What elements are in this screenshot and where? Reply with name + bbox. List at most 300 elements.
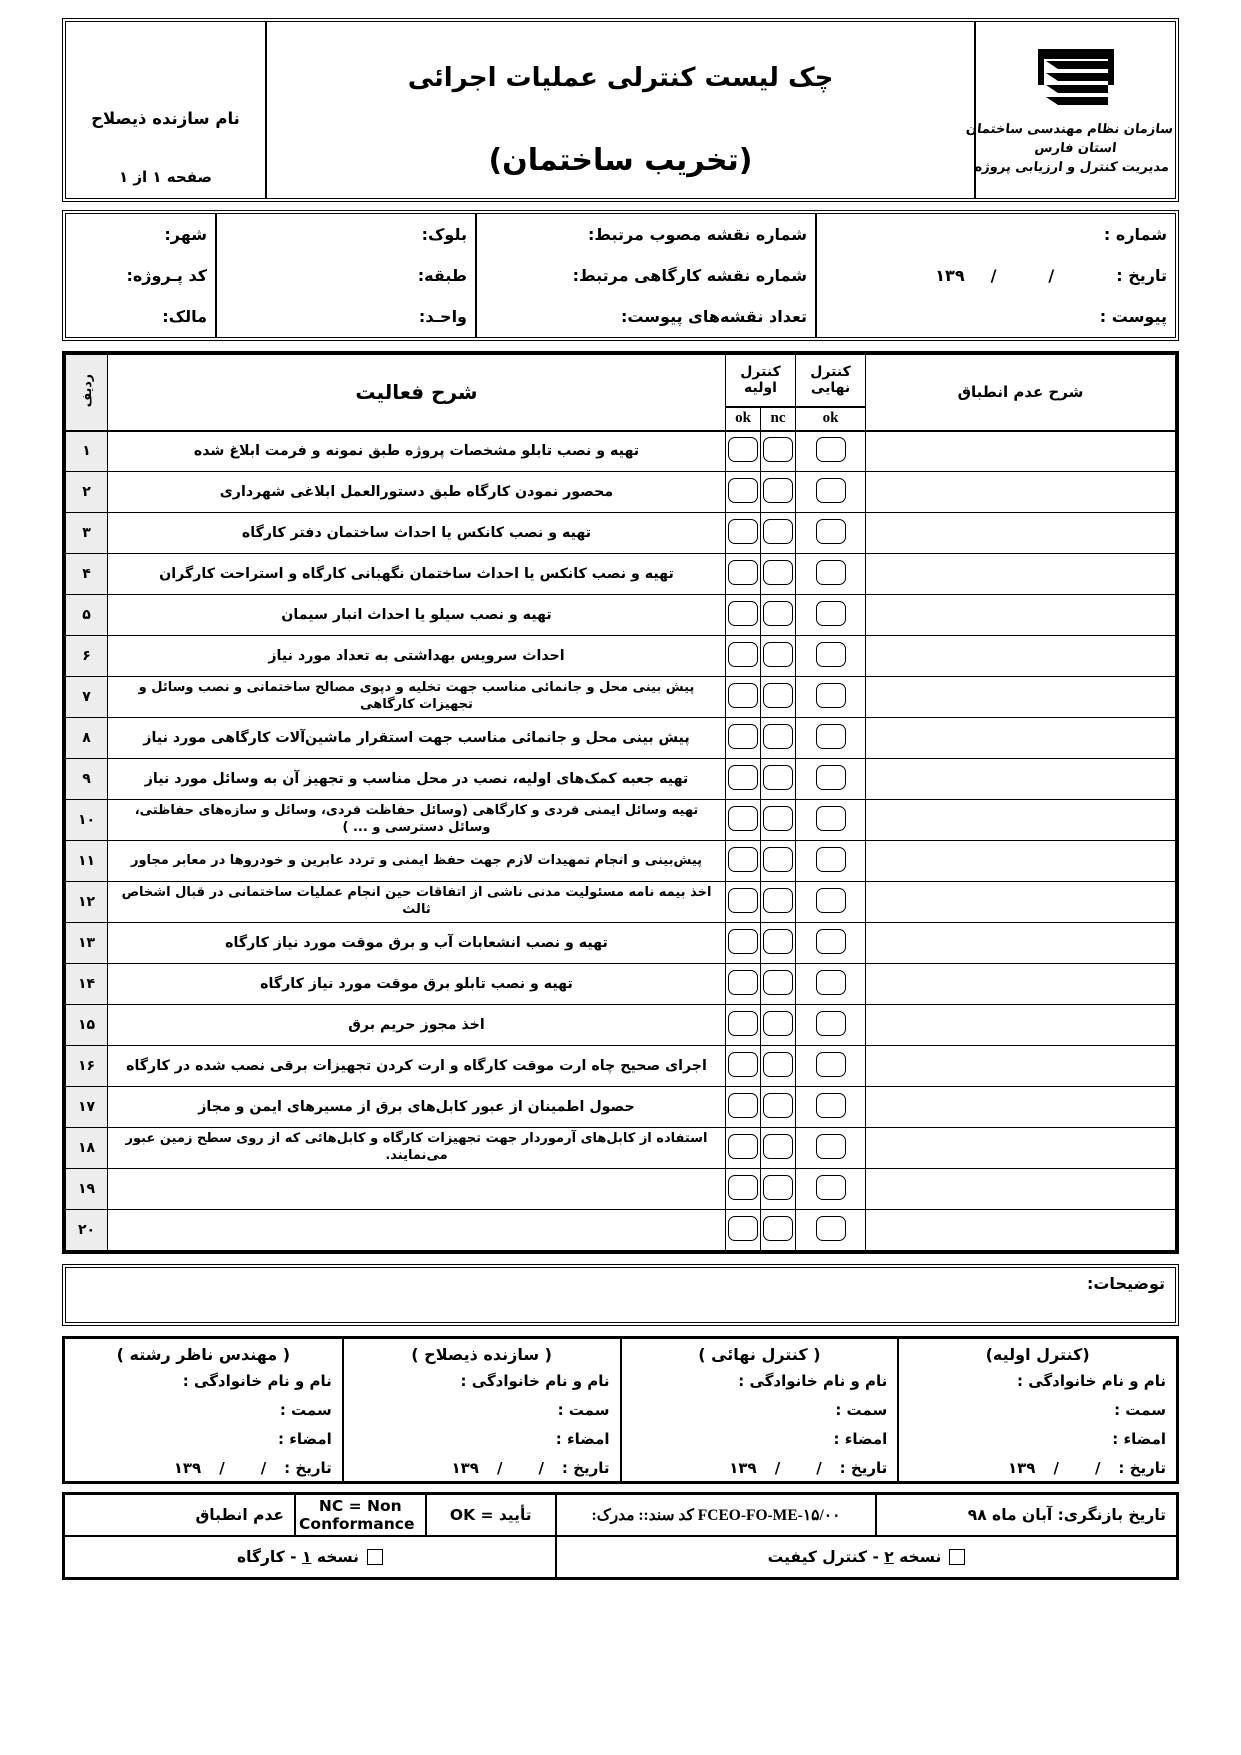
- checkbox-initial-nc[interactable]: [763, 929, 793, 954]
- document-code: [556, 1495, 876, 1536]
- nonconformance-cell[interactable]: [866, 1087, 1176, 1128]
- column-header-activity: شرح فعالیت: [108, 355, 726, 431]
- checkbox-initial-ok[interactable]: [728, 929, 758, 954]
- copy-workshop-label: نسخه ۱ - کارگاه: [237, 1548, 359, 1566]
- checkbox-cell-initial-ok[interactable]: [726, 1210, 761, 1251]
- checkbox-cell-initial-ok[interactable]: [726, 1005, 761, 1046]
- checkbox-cell-final-ok[interactable]: [796, 800, 866, 841]
- checkbox-final-ok[interactable]: [816, 1093, 846, 1118]
- nonconformance-cell[interactable]: [866, 1210, 1176, 1251]
- checkbox-cell-final-ok[interactable]: [796, 1087, 866, 1128]
- checkbox-cell-initial-nc[interactable]: [761, 964, 796, 1005]
- checkbox-final-ok[interactable]: [816, 1011, 846, 1036]
- activity-description: استفاده از کابل‌های آرموردار جهت تجهیزات کارگاه و کابل‌هائی که از روی سطح زمین عبور می‌نمایند.: [108, 1128, 726, 1169]
- checkbox-final-ok[interactable]: [816, 1134, 846, 1159]
- signature-sign-field[interactable]: امضاء :: [833, 1430, 888, 1448]
- row-number: ۱۳: [66, 923, 108, 964]
- nonconformance-cell[interactable]: [866, 1005, 1176, 1046]
- row-number: ۷: [66, 677, 108, 718]
- checkbox-initial-ok[interactable]: [728, 806, 758, 831]
- field-shop-map[interactable]: شماره نقشه کارگاهی مرتبط:: [476, 255, 816, 296]
- signature-date-label: تاریخ :: [1118, 1459, 1166, 1477]
- activity-description: تهیه و نصب انشعابات آب و برق موقت مورد نیاز کارگاه: [108, 923, 726, 964]
- table-row: [66, 759, 1176, 800]
- checklist-rows: [66, 431, 1176, 1251]
- checkbox-final-ok[interactable]: [816, 765, 846, 790]
- signature-date-slash-2: /: [774, 1459, 781, 1477]
- table-row: [66, 1169, 1176, 1210]
- checkbox-initial-nc[interactable]: [763, 1134, 793, 1159]
- checkbox-cell-final-ok[interactable]: [796, 759, 866, 800]
- field-floor[interactable]: طبقه:: [216, 255, 476, 296]
- nonconformance-cell[interactable]: [866, 759, 1176, 800]
- nonconformance-cell[interactable]: [866, 472, 1176, 513]
- checkbox-initial-nc[interactable]: [763, 847, 793, 872]
- maker-name-cell: [66, 22, 266, 198]
- checkbox-cell-initial-ok[interactable]: [726, 513, 761, 554]
- table-row: [66, 923, 1176, 964]
- activity-description: تهیه جعبه کمک‌های اولیه، نصب در محل مناسب و تجهیز آن به وسائل مورد نیاز: [108, 759, 726, 800]
- row-number: ۱۷: [66, 1087, 108, 1128]
- checkbox-initial-ok[interactable]: [728, 724, 758, 749]
- notes-section[interactable]: [62, 1264, 1179, 1326]
- checkbox-cell-initial-ok[interactable]: [726, 595, 761, 636]
- checkbox-initial-ok[interactable]: [728, 519, 758, 544]
- checkbox-initial-nc[interactable]: [763, 601, 793, 626]
- signature-date-slash-1: /: [1094, 1459, 1101, 1477]
- field-city[interactable]: شهر:: [164, 225, 207, 244]
- checkbox-cell-initial-nc[interactable]: [761, 841, 796, 882]
- checkbox-initial-ok[interactable]: [728, 1175, 758, 1200]
- field-owner[interactable]: مالک:: [162, 307, 207, 326]
- checkbox-initial-nc[interactable]: [763, 1175, 793, 1200]
- row-number: ۱۲: [66, 882, 108, 923]
- signature-row: [65, 1339, 1176, 1481]
- signature-role-field[interactable]: سمت :: [279, 1401, 332, 1419]
- table-row: [66, 513, 1176, 554]
- checkbox-cell-final-ok[interactable]: [796, 677, 866, 718]
- checkbox-cell-initial-ok[interactable]: [726, 800, 761, 841]
- activity-description: تهیه و نصب کانکس یا احداث ساختمان نگهبانی کارگاه و استراحت کارگران: [108, 554, 726, 595]
- signature-date-year: ۱۳۹: [451, 1459, 479, 1477]
- activity-description: احداث سرویس بهداشتی به تعداد مورد نیاز: [108, 636, 726, 677]
- nonconformance-cell[interactable]: [866, 1046, 1176, 1087]
- signature-name-field[interactable]: نام و نام خانوادگی :: [1017, 1372, 1166, 1390]
- table-row: [66, 1005, 1176, 1046]
- checkbox-cell-final-ok[interactable]: [796, 882, 866, 923]
- field-unit[interactable]: واحـد:: [216, 296, 476, 337]
- subcolumn-final-ok: ok: [796, 407, 866, 431]
- row-number: ۱: [66, 431, 108, 472]
- field-number[interactable]: شماره :: [816, 214, 1175, 255]
- activity-description: پیش بینی محل و جانمائی مناسب جهت استقرار ماشین‌آلات کارگاهی مورد نیاز: [108, 718, 726, 759]
- document-code-value: FCEO-FO-ME-۱۵/۰۰: [697, 1506, 841, 1524]
- nonconformance-cell[interactable]: [866, 595, 1176, 636]
- checkbox-cell-final-ok[interactable]: [796, 1128, 866, 1169]
- checkbox-initial-ok[interactable]: [728, 437, 758, 462]
- checkbox-cell-initial-nc[interactable]: [761, 800, 796, 841]
- checkbox-cell-initial-nc[interactable]: [761, 718, 796, 759]
- checkbox-cell-initial-ok[interactable]: [726, 1169, 761, 1210]
- checkbox-cell-initial-ok[interactable]: [726, 1046, 761, 1087]
- nonconformance-cell[interactable]: [866, 513, 1176, 554]
- checklist-table: [62, 351, 1179, 1254]
- column-header-row-number: [66, 355, 108, 431]
- nonconformance-cell[interactable]: [866, 800, 1176, 841]
- logo-line-3: مدیریت کنترل و ارزیابی پروژه: [973, 159, 1170, 175]
- checkbox-initial-ok[interactable]: [728, 888, 758, 913]
- checkbox-cell-final-ok[interactable]: [796, 1046, 866, 1087]
- maker-name-label: نام سازنده ذیصلاح: [91, 108, 240, 128]
- checkbox-cell-final-ok[interactable]: [796, 718, 866, 759]
- table-row: [66, 431, 1176, 472]
- field-date[interactable]: [816, 255, 1175, 296]
- checkbox-initial-ok[interactable]: [728, 1093, 758, 1118]
- logo-line-2: استان فارس: [1033, 140, 1118, 156]
- legend-row: [65, 1495, 1176, 1536]
- subcolumn-initial-ok: ok: [726, 407, 761, 431]
- checkbox-cell-initial-nc[interactable]: [761, 595, 796, 636]
- table-row: [66, 1128, 1176, 1169]
- checkbox-initial-nc[interactable]: [763, 765, 793, 790]
- copy-row: [65, 1536, 1176, 1577]
- date-label: تاریخ :: [1116, 266, 1167, 285]
- copy-quality-control-label: نسخه ۲ - کنترل کیفیت: [767, 1548, 942, 1566]
- table-row: [66, 841, 1176, 882]
- checkbox-cell-initial-nc[interactable]: [761, 472, 796, 513]
- signature-title: (کنترل اولیه): [985, 1345, 1090, 1364]
- checkbox-cell-initial-ok[interactable]: [726, 841, 761, 882]
- field-block[interactable]: بلوک:: [216, 214, 476, 255]
- signature-column-1: [621, 1339, 899, 1481]
- signature-date-slash-2: /: [1053, 1459, 1059, 1477]
- checkbox-cell-initial-ok[interactable]: [726, 472, 761, 513]
- signature-date-label: تاریخ :: [561, 1459, 610, 1477]
- checkbox-cell-final-ok[interactable]: [796, 923, 866, 964]
- activity-description: [108, 1169, 726, 1210]
- checkbox-initial-nc[interactable]: [763, 642, 793, 667]
- checkbox-final-ok[interactable]: [816, 478, 846, 503]
- checkbox-final-ok[interactable]: [816, 724, 846, 749]
- page-number: صفحه ۱ از ۱: [119, 168, 212, 186]
- checkbox-cell-initial-nc[interactable]: [761, 759, 796, 800]
- checkbox-final-ok[interactable]: [816, 519, 846, 544]
- checkbox-cell-final-ok[interactable]: [796, 513, 866, 554]
- checkbox-initial-ok[interactable]: [728, 1011, 758, 1036]
- nonconformance-cell[interactable]: [866, 431, 1176, 472]
- activity-description: اجرای صحیح چاه ارت موقت کارگاه و ارت کردن تجهیزات برقی نصب شده در کارگاه: [108, 1046, 726, 1087]
- signature-role-field[interactable]: سمت :: [835, 1401, 888, 1419]
- signature-sign-field[interactable]: امضاء :: [278, 1430, 332, 1448]
- checkbox-cell-final-ok[interactable]: [796, 431, 866, 472]
- field-approved-map[interactable]: شماره نقشه مصوب مرتبط:: [476, 214, 816, 255]
- checkbox-initial-nc[interactable]: [763, 683, 793, 708]
- notes-label: توضیحات:: [1086, 1274, 1165, 1293]
- checkbox-initial-nc[interactable]: [763, 970, 793, 995]
- column-header-final-control: [796, 355, 866, 407]
- checkbox-cell-initial-nc[interactable]: [761, 923, 796, 964]
- checkbox-cell-final-ok[interactable]: [796, 1210, 866, 1251]
- activity-description: اخذ بیمه نامه مسئولیت مدنی ناشی از اتفاقات حین انجام عملیات ساختمانی در قبال اشخاص ثالث: [108, 882, 726, 923]
- date-slash-1: /: [1048, 266, 1055, 285]
- legend-footer: [62, 1492, 1179, 1580]
- checkbox-cell-final-ok[interactable]: [796, 472, 866, 513]
- checkbox-final-ok[interactable]: [816, 1216, 846, 1241]
- checkbox-initial-nc[interactable]: [763, 1093, 793, 1118]
- row-number: ۱۸: [66, 1128, 108, 1169]
- row-number: ۱۴: [66, 964, 108, 1005]
- checkbox-cell-final-ok[interactable]: [796, 554, 866, 595]
- signature-role-field[interactable]: سمت :: [557, 1401, 610, 1419]
- checkbox-initial-nc[interactable]: [763, 1216, 793, 1241]
- checkbox-initial-nc[interactable]: [763, 560, 793, 585]
- page-title: چک لیست کنترلی عملیات اجرائی: [407, 62, 834, 93]
- checkbox-cell-initial-nc[interactable]: [761, 431, 796, 472]
- signature-date-year: ۱۳۹: [1007, 1459, 1036, 1477]
- nonconformance-cell[interactable]: [866, 1128, 1176, 1169]
- row-number: ۳: [66, 513, 108, 554]
- field-project-code[interactable]: کد پـروژه:: [126, 266, 207, 285]
- checkbox-cell-initial-nc[interactable]: [761, 554, 796, 595]
- checkbox-final-ok[interactable]: [816, 560, 846, 585]
- checkbox-cell-initial-ok[interactable]: [726, 759, 761, 800]
- nonconformance-cell[interactable]: [866, 718, 1176, 759]
- column-header-nonconformance: شرح عدم انطباق: [866, 355, 1176, 431]
- signature-name-field[interactable]: نام و نام خانوادگی :: [738, 1372, 888, 1390]
- checkbox-initial-nc[interactable]: [763, 437, 793, 462]
- activity-description: تهیه و نصب تابلو مشخصات پروژه طبق نمونه و فرمت ابلاغ شده: [108, 431, 726, 472]
- organization-logo-cell: [965, 22, 1175, 198]
- checkbox-final-ok[interactable]: [816, 683, 846, 708]
- checkbox-initial-nc[interactable]: [763, 724, 793, 749]
- checkbox-initial-ok[interactable]: [728, 847, 758, 872]
- document-title-cell: [266, 22, 975, 198]
- signature-title: ( سازنده ذیصلاح ): [411, 1345, 552, 1364]
- table-row: [66, 1210, 1176, 1251]
- table-row: [66, 964, 1176, 1005]
- checkbox-cell-initial-ok[interactable]: [726, 718, 761, 759]
- table-header-row: [66, 355, 1176, 407]
- checkbox-initial-ok[interactable]: [728, 970, 758, 995]
- checkbox-cell-initial-nc[interactable]: [761, 1005, 796, 1046]
- checkbox-cell-final-ok[interactable]: [796, 1169, 866, 1210]
- row-number: ۶: [66, 636, 108, 677]
- signature-title: ( مهندس ناظر رشته ): [116, 1345, 291, 1364]
- checkbox-cell-initial-ok[interactable]: [726, 636, 761, 677]
- info-row-1: [66, 214, 1175, 255]
- copy-quality-control-cell: [556, 1536, 1176, 1577]
- signature-column-2: [343, 1339, 621, 1481]
- activity-description: تهیه و نصب کانکس یا احداث ساختمان دفتر کارگاه: [108, 513, 726, 554]
- signature-date-slash-2: /: [496, 1459, 503, 1477]
- checkbox-cell-initial-nc[interactable]: [761, 636, 796, 677]
- checkbox-cell-initial-ok[interactable]: [726, 677, 761, 718]
- field-attached-maps-count[interactable]: تعداد نقشه‌های پیوست:: [476, 296, 816, 337]
- row-number-label: ردیف: [79, 374, 94, 408]
- checkbox-initial-nc[interactable]: [763, 806, 793, 831]
- checkbox-cell-initial-nc[interactable]: [761, 1128, 796, 1169]
- signature-sign-field[interactable]: امضاء :: [1112, 1430, 1166, 1448]
- checkbox-initial-ok[interactable]: [728, 765, 758, 790]
- nonconformance-cell[interactable]: [866, 841, 1176, 882]
- row-number: ۱۹: [66, 1169, 108, 1210]
- row-number: ۱۰: [66, 800, 108, 841]
- document-code-label: کد سند::: [638, 1506, 694, 1524]
- checkbox-cell-initial-ok[interactable]: [726, 554, 761, 595]
- checkbox-initial-nc[interactable]: [763, 1011, 793, 1036]
- signature-date-slash-2: /: [219, 1459, 225, 1477]
- checkbox-cell-final-ok[interactable]: [796, 964, 866, 1005]
- table-row: [66, 800, 1176, 841]
- checkbox-final-ok[interactable]: [816, 888, 846, 913]
- signature-date-year: ۱۳۹: [729, 1459, 757, 1477]
- activity-description: پیش‌بینی و انجام تمهیدات لازم جهت حفظ ایمنی و تردد عابرین و خودروها در معابر مجاور: [108, 841, 726, 882]
- checkbox-initial-nc[interactable]: [763, 888, 793, 913]
- table-row: [66, 677, 1176, 718]
- activity-description: پیش بینی محل و جانمائی مناسب جهت تخلیه و دپوی مصالح ساختمانی و نصب وسائل و تجهیزات کارگاهی: [108, 677, 726, 718]
- row-number: ۴: [66, 554, 108, 595]
- nonconformance-cell[interactable]: [866, 882, 1176, 923]
- page-subtitle: (تخریب ساختمان): [488, 142, 753, 178]
- checkbox-initial-ok[interactable]: [728, 1052, 758, 1077]
- activity-description: حصول اطمینان از عبور کابل‌های برق از مسیرهای ایمن و مجاز: [108, 1087, 726, 1128]
- checkbox-final-ok[interactable]: [816, 806, 846, 831]
- nonconformance-cell[interactable]: [866, 964, 1176, 1005]
- signature-date-field[interactable]: [75, 1459, 332, 1477]
- table-row: [66, 472, 1176, 513]
- checkbox-cell-initial-nc[interactable]: [761, 1210, 796, 1251]
- signature-section: [62, 1336, 1179, 1484]
- final-control-label: کنترل نهایی: [810, 364, 851, 397]
- checkbox-initial-ok[interactable]: [728, 1216, 758, 1241]
- checkbox-final-ok[interactable]: [816, 847, 846, 872]
- nonconformance-cell[interactable]: [866, 923, 1176, 964]
- organization-name: [965, 121, 1174, 178]
- activity-description: تهیه و نصب تابلو برق موقت مورد نیاز کارگاه: [108, 964, 726, 1005]
- subcolumn-initial-nc: nc: [761, 407, 796, 431]
- table-row: [66, 718, 1176, 759]
- signature-date-slash-1: /: [260, 1459, 267, 1477]
- nonconformance-cell[interactable]: [866, 636, 1176, 677]
- signature-date-label: تاریخ :: [284, 1459, 332, 1477]
- checkbox-cell-initial-nc[interactable]: [761, 513, 796, 554]
- checkbox-cell-initial-ok[interactable]: [726, 431, 761, 472]
- checkbox-cell-initial-nc[interactable]: [761, 677, 796, 718]
- row-number: ۱۶: [66, 1046, 108, 1087]
- checkbox-cell-initial-ok[interactable]: [726, 964, 761, 1005]
- nonconformance-cell[interactable]: [866, 677, 1176, 718]
- checkbox-cell-initial-ok[interactable]: [726, 882, 761, 923]
- row-number: ۲۰: [66, 1210, 108, 1251]
- checkbox-copy-quality-control[interactable]: [949, 1549, 965, 1565]
- checkbox-final-ok[interactable]: [816, 1052, 846, 1077]
- initial-control-label: کنترل اولیه: [740, 364, 781, 397]
- checkbox-cell-initial-ok[interactable]: [726, 1128, 761, 1169]
- activity-description: محصور نمودن کارگاه طبق دستورالعمل ابلاغی شهرداری: [108, 472, 726, 513]
- date-slash-2: /: [990, 266, 997, 285]
- signature-date-slash-1: /: [816, 1459, 822, 1477]
- field-attachment[interactable]: پیوست :: [816, 296, 1175, 337]
- checkbox-cell-initial-ok[interactable]: [726, 923, 761, 964]
- row-number: ۹: [66, 759, 108, 800]
- table-row: [66, 595, 1176, 636]
- checkbox-final-ok[interactable]: [816, 437, 846, 462]
- row-number: ۱۵: [66, 1005, 108, 1046]
- activity-description: تهیه و نصب سیلو یا احداث انبار سیمان: [108, 595, 726, 636]
- checkbox-final-ok[interactable]: [816, 642, 846, 667]
- checkbox-cell-final-ok[interactable]: [796, 1005, 866, 1046]
- table-row: [66, 882, 1176, 923]
- table-row: [66, 1087, 1176, 1128]
- signature-date-label: تاریخ :: [839, 1459, 888, 1477]
- row-number: ۱۱: [66, 841, 108, 882]
- row-number: ۲: [66, 472, 108, 513]
- checkbox-final-ok[interactable]: [816, 929, 846, 954]
- checkbox-cell-initial-ok[interactable]: [726, 1087, 761, 1128]
- signature-date-year: ۱۳۹: [173, 1459, 202, 1477]
- activity-description: تهیه وسائل ایمنی فردی و کارگاهی (وسائل حفاظت فردی، وسائل و سازه‌های حفاظتی، وسائل دسترسی و ... ): [108, 800, 726, 841]
- checkbox-final-ok[interactable]: [816, 1175, 846, 1200]
- signature-date-field[interactable]: [354, 1459, 610, 1477]
- checkbox-cell-initial-nc[interactable]: [761, 1169, 796, 1210]
- checkbox-cell-initial-nc[interactable]: [761, 882, 796, 923]
- checkbox-cell-final-ok[interactable]: [796, 841, 866, 882]
- date-year: ۱۳۹: [935, 266, 965, 285]
- signature-role-field[interactable]: سمت :: [1114, 1401, 1166, 1419]
- logo-line-1: سازمان نظام مهندسی ساختمان: [965, 121, 1174, 137]
- checkbox-cell-initial-nc[interactable]: [761, 1046, 796, 1087]
- signature-name-field[interactable]: نام و نام خانوادگی :: [460, 1372, 610, 1390]
- signature-name-field[interactable]: نام و نام خانوادگی :: [182, 1372, 332, 1390]
- checkbox-cell-final-ok[interactable]: [796, 595, 866, 636]
- table-row: [66, 554, 1176, 595]
- project-info-block: [62, 210, 1179, 341]
- nc-definition: NC = Non Conformance: [295, 1495, 426, 1536]
- checkbox-initial-ok[interactable]: [728, 1134, 758, 1159]
- checkbox-initial-ok[interactable]: [728, 560, 758, 585]
- checkbox-final-ok[interactable]: [816, 601, 846, 626]
- checkbox-initial-nc[interactable]: [763, 478, 793, 503]
- checkbox-initial-ok[interactable]: [728, 683, 758, 708]
- copy-workshop-cell: [65, 1536, 556, 1577]
- checkbox-initial-ok[interactable]: [728, 642, 758, 667]
- checkbox-initial-nc[interactable]: [763, 1052, 793, 1077]
- ok-definition: تأیید = OK: [426, 1495, 557, 1536]
- checkbox-initial-nc[interactable]: [763, 519, 793, 544]
- nonconformance-cell[interactable]: [866, 554, 1176, 595]
- activity-description: [108, 1210, 726, 1251]
- document-code-prefix: مدرک:: [591, 1506, 635, 1524]
- revision-date: تاریخ بازنگری: آبان ماه ۹۸: [876, 1495, 1176, 1536]
- table-row: [66, 636, 1176, 677]
- signature-date-slash-1: /: [538, 1459, 544, 1477]
- signature-column-3: [65, 1339, 343, 1481]
- checkbox-cell-initial-nc[interactable]: [761, 1087, 796, 1128]
- info-row-2: [66, 255, 1175, 296]
- column-header-initial-control: [726, 355, 796, 407]
- signature-sign-field[interactable]: امضاء :: [555, 1430, 610, 1448]
- building-logo-icon: [1020, 47, 1132, 119]
- signature-date-field[interactable]: [632, 1459, 888, 1477]
- signature-date-field[interactable]: [909, 1459, 1166, 1477]
- checkbox-initial-ok[interactable]: [728, 601, 758, 626]
- checkbox-cell-final-ok[interactable]: [796, 636, 866, 677]
- checkbox-copy-workshop[interactable]: [367, 1549, 383, 1565]
- nonconformance-cell[interactable]: [866, 1169, 1176, 1210]
- checkbox-final-ok[interactable]: [816, 970, 846, 995]
- row-number: ۸: [66, 718, 108, 759]
- checkbox-initial-ok[interactable]: [728, 478, 758, 503]
